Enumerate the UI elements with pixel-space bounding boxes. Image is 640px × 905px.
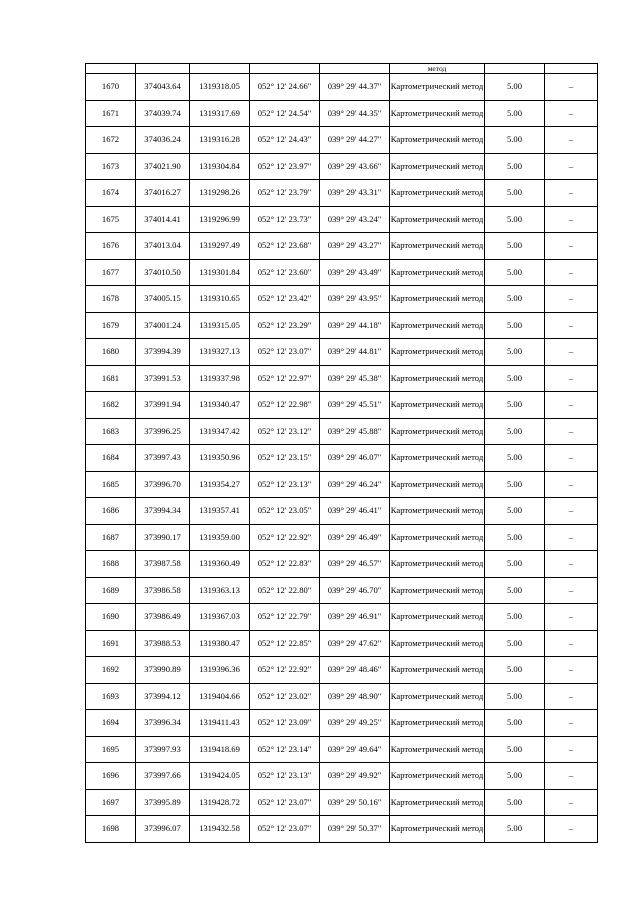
cell-note: – (545, 657, 598, 684)
cell-note: – (545, 736, 598, 763)
cell-y: 1319367.03 (190, 604, 250, 631)
cell-latitude: 052° 12' 22.79" (250, 604, 320, 631)
table-row (86, 683, 598, 710)
cell-accuracy: 5.00 (485, 153, 545, 180)
cell-latitude: 052° 12' 22.98" (250, 392, 320, 419)
cell-method-tail: метод (390, 64, 485, 74)
cell-point-number: 1678 (86, 286, 136, 313)
cell-longitude: 039° 29' 46.70" (320, 577, 390, 604)
cell-note: – (545, 763, 598, 790)
cell-method: Картометрический метод (390, 365, 485, 392)
cell-point-number: 1680 (86, 339, 136, 366)
cell-longitude: 039° 29' 43.24" (320, 206, 390, 233)
cell-latitude: 052° 12' 23.68" (250, 233, 320, 260)
cell-note: – (545, 551, 598, 578)
cell-method: Картометрический метод (390, 153, 485, 180)
cell-latitude: 052° 12' 23.13" (250, 763, 320, 790)
cell-accuracy: 5.00 (485, 604, 545, 631)
cell-latitude: 052° 12' 23.14" (250, 736, 320, 763)
cell-empty (86, 64, 136, 74)
cell-note: – (545, 365, 598, 392)
cell-y: 1319327.13 (190, 339, 250, 366)
cell-empty (320, 64, 390, 74)
cell-point-number: 1679 (86, 312, 136, 339)
cell-x: 373997.66 (136, 763, 190, 790)
cell-accuracy: 5.00 (485, 259, 545, 286)
cell-y: 1319357.41 (190, 498, 250, 525)
table-row (86, 74, 598, 101)
cell-y: 1319418.69 (190, 736, 250, 763)
cell-longitude: 039° 29' 45.51" (320, 392, 390, 419)
cell-x: 373986.58 (136, 577, 190, 604)
cell-latitude: 052° 12' 22.85" (250, 630, 320, 657)
cell-y: 1319424.05 (190, 763, 250, 790)
cell-accuracy: 5.00 (485, 630, 545, 657)
cell-empty (545, 64, 598, 74)
cell-x: 374013.04 (136, 233, 190, 260)
table-row (86, 206, 598, 233)
table-row (86, 312, 598, 339)
cell-latitude: 052° 12' 23.09" (250, 710, 320, 737)
cell-note: – (545, 259, 598, 286)
cell-x: 374016.27 (136, 180, 190, 207)
cell-method: Картометрический метод (390, 736, 485, 763)
cell-accuracy: 5.00 (485, 710, 545, 737)
table-row (86, 445, 598, 472)
cell-method: Картометрический метод (390, 577, 485, 604)
cell-y: 1319340.47 (190, 392, 250, 419)
table-row (86, 180, 598, 207)
cell-y: 1319432.58 (190, 816, 250, 843)
cell-point-number: 1690 (86, 604, 136, 631)
cell-accuracy: 5.00 (485, 498, 545, 525)
cell-y: 1319347.42 (190, 418, 250, 445)
cell-accuracy: 5.00 (485, 339, 545, 366)
cell-note: – (545, 471, 598, 498)
coordinates-table-body (86, 64, 598, 843)
cell-longitude: 039° 29' 49.64" (320, 736, 390, 763)
cell-note: – (545, 577, 598, 604)
cell-note: – (545, 127, 598, 154)
table-row (86, 524, 598, 551)
cell-accuracy: 5.00 (485, 551, 545, 578)
table-row (86, 471, 598, 498)
table-row (86, 657, 598, 684)
cell-longitude: 039° 29' 43.66" (320, 153, 390, 180)
cell-latitude: 052° 12' 22.92" (250, 657, 320, 684)
cell-longitude: 039° 29' 46.57" (320, 551, 390, 578)
cell-latitude: 052° 12' 23.79" (250, 180, 320, 207)
cell-note: – (545, 445, 598, 472)
cell-latitude: 052° 12' 23.42" (250, 286, 320, 313)
cell-method: Картометрический метод (390, 683, 485, 710)
cell-note: – (545, 339, 598, 366)
cell-accuracy: 5.00 (485, 445, 545, 472)
cell-note: – (545, 816, 598, 843)
cell-note: – (545, 789, 598, 816)
cell-accuracy: 5.00 (485, 74, 545, 101)
cell-accuracy: 5.00 (485, 312, 545, 339)
cell-x: 373996.07 (136, 816, 190, 843)
cell-method: Картометрический метод (390, 286, 485, 313)
cell-point-number: 1673 (86, 153, 136, 180)
cell-point-number: 1685 (86, 471, 136, 498)
table-row (86, 153, 598, 180)
cell-note: – (545, 498, 598, 525)
cell-x: 374010.50 (136, 259, 190, 286)
cell-x: 374005.15 (136, 286, 190, 313)
cell-longitude: 039° 29' 50.16" (320, 789, 390, 816)
cell-y: 1319396.36 (190, 657, 250, 684)
cell-x: 373996.70 (136, 471, 190, 498)
cell-y: 1319380.47 (190, 630, 250, 657)
cell-accuracy: 5.00 (485, 683, 545, 710)
cell-note: – (545, 630, 598, 657)
table-row (86, 498, 598, 525)
cell-method: Картометрический метод (390, 127, 485, 154)
cell-longitude: 039° 29' 43.49" (320, 259, 390, 286)
cell-point-number: 1677 (86, 259, 136, 286)
cell-accuracy: 5.00 (485, 577, 545, 604)
cell-accuracy: 5.00 (485, 286, 545, 313)
cell-accuracy: 5.00 (485, 524, 545, 551)
cell-x: 373986.49 (136, 604, 190, 631)
cell-latitude: 052° 12' 23.13" (250, 471, 320, 498)
cell-method: Картометрический метод (390, 206, 485, 233)
cell-y: 1319350.96 (190, 445, 250, 472)
cell-longitude: 039° 29' 47.62" (320, 630, 390, 657)
cell-accuracy: 5.00 (485, 418, 545, 445)
cell-x: 373996.25 (136, 418, 190, 445)
continued-row (86, 64, 598, 74)
cell-accuracy: 5.00 (485, 736, 545, 763)
cell-latitude: 052° 12' 23.07" (250, 789, 320, 816)
cell-method: Картометрический метод (390, 630, 485, 657)
cell-accuracy: 5.00 (485, 657, 545, 684)
cell-x: 373987.58 (136, 551, 190, 578)
cell-y: 1319337.98 (190, 365, 250, 392)
table-row (86, 100, 598, 127)
cell-latitude: 052° 12' 22.92" (250, 524, 320, 551)
cell-latitude: 052° 12' 23.97" (250, 153, 320, 180)
cell-method: Картометрический метод (390, 498, 485, 525)
cell-latitude: 052° 12' 23.07" (250, 339, 320, 366)
cell-longitude: 039° 29' 44.18" (320, 312, 390, 339)
cell-method: Картометрический метод (390, 551, 485, 578)
cell-x: 373990.89 (136, 657, 190, 684)
cell-accuracy: 5.00 (485, 127, 545, 154)
cell-longitude: 039° 29' 46.41" (320, 498, 390, 525)
cell-method: Картометрический метод (390, 524, 485, 551)
cell-y: 1319359.00 (190, 524, 250, 551)
cell-x: 374021.90 (136, 153, 190, 180)
cell-point-number: 1695 (86, 736, 136, 763)
cell-longitude: 039° 29' 46.49" (320, 524, 390, 551)
cell-point-number: 1697 (86, 789, 136, 816)
cell-x: 373994.34 (136, 498, 190, 525)
cell-longitude: 039° 29' 43.31" (320, 180, 390, 207)
cell-empty (190, 64, 250, 74)
cell-x: 373997.43 (136, 445, 190, 472)
cell-empty (485, 64, 545, 74)
cell-point-number: 1682 (86, 392, 136, 419)
cell-point-number: 1675 (86, 206, 136, 233)
cell-longitude: 039° 29' 45.88" (320, 418, 390, 445)
cell-x: 373994.39 (136, 339, 190, 366)
cell-empty (250, 64, 320, 74)
cell-note: – (545, 683, 598, 710)
cell-method: Картометрический метод (390, 763, 485, 790)
cell-y: 1319363.13 (190, 577, 250, 604)
cell-empty (136, 64, 190, 74)
cell-note: – (545, 74, 598, 101)
cell-latitude: 052° 12' 23.15" (250, 445, 320, 472)
cell-accuracy: 5.00 (485, 365, 545, 392)
cell-latitude: 052° 12' 23.02" (250, 683, 320, 710)
table-row (86, 577, 598, 604)
cell-note: – (545, 418, 598, 445)
cell-x: 373988.53 (136, 630, 190, 657)
cell-accuracy: 5.00 (485, 100, 545, 127)
cell-method: Картометрический метод (390, 100, 485, 127)
cell-point-number: 1674 (86, 180, 136, 207)
cell-note: – (545, 153, 598, 180)
table-row (86, 789, 598, 816)
cell-note: – (545, 286, 598, 313)
cell-method: Картометрический метод (390, 418, 485, 445)
cell-note: – (545, 180, 598, 207)
cell-y: 1319310.65 (190, 286, 250, 313)
cell-longitude: 039° 29' 49.92" (320, 763, 390, 790)
table-row (86, 339, 598, 366)
cell-point-number: 1688 (86, 551, 136, 578)
cell-y: 1319315.05 (190, 312, 250, 339)
cell-y: 1319360.49 (190, 551, 250, 578)
cell-x: 374001.24 (136, 312, 190, 339)
cell-point-number: 1686 (86, 498, 136, 525)
cell-point-number: 1684 (86, 445, 136, 472)
cell-latitude: 052° 12' 23.07" (250, 816, 320, 843)
cell-point-number: 1696 (86, 763, 136, 790)
cell-y: 1319317.69 (190, 100, 250, 127)
cell-accuracy: 5.00 (485, 763, 545, 790)
cell-latitude: 052° 12' 23.29" (250, 312, 320, 339)
cell-method: Картометрический метод (390, 604, 485, 631)
cell-y: 1319301.84 (190, 259, 250, 286)
cell-x: 374014.41 (136, 206, 190, 233)
cell-longitude: 039° 29' 48.46" (320, 657, 390, 684)
cell-note: – (545, 710, 598, 737)
cell-note: – (545, 524, 598, 551)
cell-point-number: 1692 (86, 657, 136, 684)
coordinates-table (85, 63, 598, 843)
cell-latitude: 052° 12' 23.05" (250, 498, 320, 525)
cell-point-number: 1676 (86, 233, 136, 260)
table-row (86, 816, 598, 843)
cell-latitude: 052° 12' 24.66" (250, 74, 320, 101)
cell-note: – (545, 392, 598, 419)
cell-method: Картометрический метод (390, 657, 485, 684)
cell-x: 373996.34 (136, 710, 190, 737)
cell-note: – (545, 312, 598, 339)
cell-method: Картометрический метод (390, 312, 485, 339)
table-row (86, 127, 598, 154)
cell-latitude: 052° 12' 22.83" (250, 551, 320, 578)
table-row (86, 286, 598, 313)
cell-latitude: 052° 12' 24.43" (250, 127, 320, 154)
cell-latitude: 052° 12' 22.80" (250, 577, 320, 604)
table-row (86, 365, 598, 392)
cell-accuracy: 5.00 (485, 206, 545, 233)
cell-point-number: 1698 (86, 816, 136, 843)
cell-point-number: 1691 (86, 630, 136, 657)
cell-longitude: 039° 29' 44.35" (320, 100, 390, 127)
cell-method: Картометрический метод (390, 445, 485, 472)
cell-y: 1319304.84 (190, 153, 250, 180)
cell-accuracy: 5.00 (485, 789, 545, 816)
cell-latitude: 052° 12' 22.97" (250, 365, 320, 392)
cell-method: Картометрический метод (390, 710, 485, 737)
cell-x: 373990.17 (136, 524, 190, 551)
cell-y: 1319297.49 (190, 233, 250, 260)
cell-longitude: 039° 29' 49.25" (320, 710, 390, 737)
cell-point-number: 1671 (86, 100, 136, 127)
cell-latitude: 052° 12' 23.12" (250, 418, 320, 445)
cell-x: 374036.24 (136, 127, 190, 154)
cell-point-number: 1694 (86, 710, 136, 737)
table-row (86, 604, 598, 631)
cell-accuracy: 5.00 (485, 471, 545, 498)
cell-point-number: 1689 (86, 577, 136, 604)
cell-note: – (545, 100, 598, 127)
cell-x: 373995.89 (136, 789, 190, 816)
table-row (86, 418, 598, 445)
cell-y: 1319316.28 (190, 127, 250, 154)
cell-accuracy: 5.00 (485, 180, 545, 207)
cell-y: 1319296.99 (190, 206, 250, 233)
cell-longitude: 039° 29' 45.38" (320, 365, 390, 392)
table-row (86, 630, 598, 657)
cell-x: 374043.64 (136, 74, 190, 101)
cell-method: Картометрический метод (390, 789, 485, 816)
cell-longitude: 039° 29' 44.27" (320, 127, 390, 154)
cell-latitude: 052° 12' 24.54" (250, 100, 320, 127)
cell-x: 373997.93 (136, 736, 190, 763)
cell-longitude: 039° 29' 46.07" (320, 445, 390, 472)
cell-note: – (545, 206, 598, 233)
cell-point-number: 1693 (86, 683, 136, 710)
cell-latitude: 052° 12' 23.60" (250, 259, 320, 286)
cell-longitude: 039° 29' 44.37" (320, 74, 390, 101)
cell-method: Картометрический метод (390, 74, 485, 101)
cell-x: 373991.53 (136, 365, 190, 392)
table-row (86, 551, 598, 578)
table-row (86, 233, 598, 260)
cell-method: Картометрический метод (390, 233, 485, 260)
table-row (86, 259, 598, 286)
cell-longitude: 039° 29' 48.90" (320, 683, 390, 710)
table-row (86, 736, 598, 763)
cell-method: Картометрический метод (390, 339, 485, 366)
table-row (86, 763, 598, 790)
cell-y: 1319404.66 (190, 683, 250, 710)
cell-longitude: 039° 29' 46.91" (320, 604, 390, 631)
cell-y: 1319411.43 (190, 710, 250, 737)
cell-method: Картометрический метод (390, 180, 485, 207)
cell-longitude: 039° 29' 43.27" (320, 233, 390, 260)
cell-point-number: 1670 (86, 74, 136, 101)
cell-x: 374039.74 (136, 100, 190, 127)
cell-y: 1319298.26 (190, 180, 250, 207)
cell-note: – (545, 233, 598, 260)
cell-point-number: 1687 (86, 524, 136, 551)
cell-y: 1319428.72 (190, 789, 250, 816)
cell-longitude: 039° 29' 43.95" (320, 286, 390, 313)
cell-note: – (545, 604, 598, 631)
cell-method: Картометрический метод (390, 471, 485, 498)
cell-longitude: 039° 29' 46.24" (320, 471, 390, 498)
cell-x: 373994.12 (136, 683, 190, 710)
cell-x: 373991.94 (136, 392, 190, 419)
cell-longitude: 039° 29' 50.37" (320, 816, 390, 843)
table-row (86, 392, 598, 419)
cell-method: Картометрический метод (390, 816, 485, 843)
table-row (86, 710, 598, 737)
cell-y: 1319318.05 (190, 74, 250, 101)
cell-point-number: 1672 (86, 127, 136, 154)
cell-accuracy: 5.00 (485, 233, 545, 260)
cell-y: 1319354.27 (190, 471, 250, 498)
cell-point-number: 1681 (86, 365, 136, 392)
cell-accuracy: 5.00 (485, 392, 545, 419)
cell-longitude: 039° 29' 44.81" (320, 339, 390, 366)
cell-latitude: 052° 12' 23.73" (250, 206, 320, 233)
cell-method: Картометрический метод (390, 259, 485, 286)
cell-accuracy: 5.00 (485, 816, 545, 843)
cell-point-number: 1683 (86, 418, 136, 445)
cell-method: Картометрический метод (390, 392, 485, 419)
